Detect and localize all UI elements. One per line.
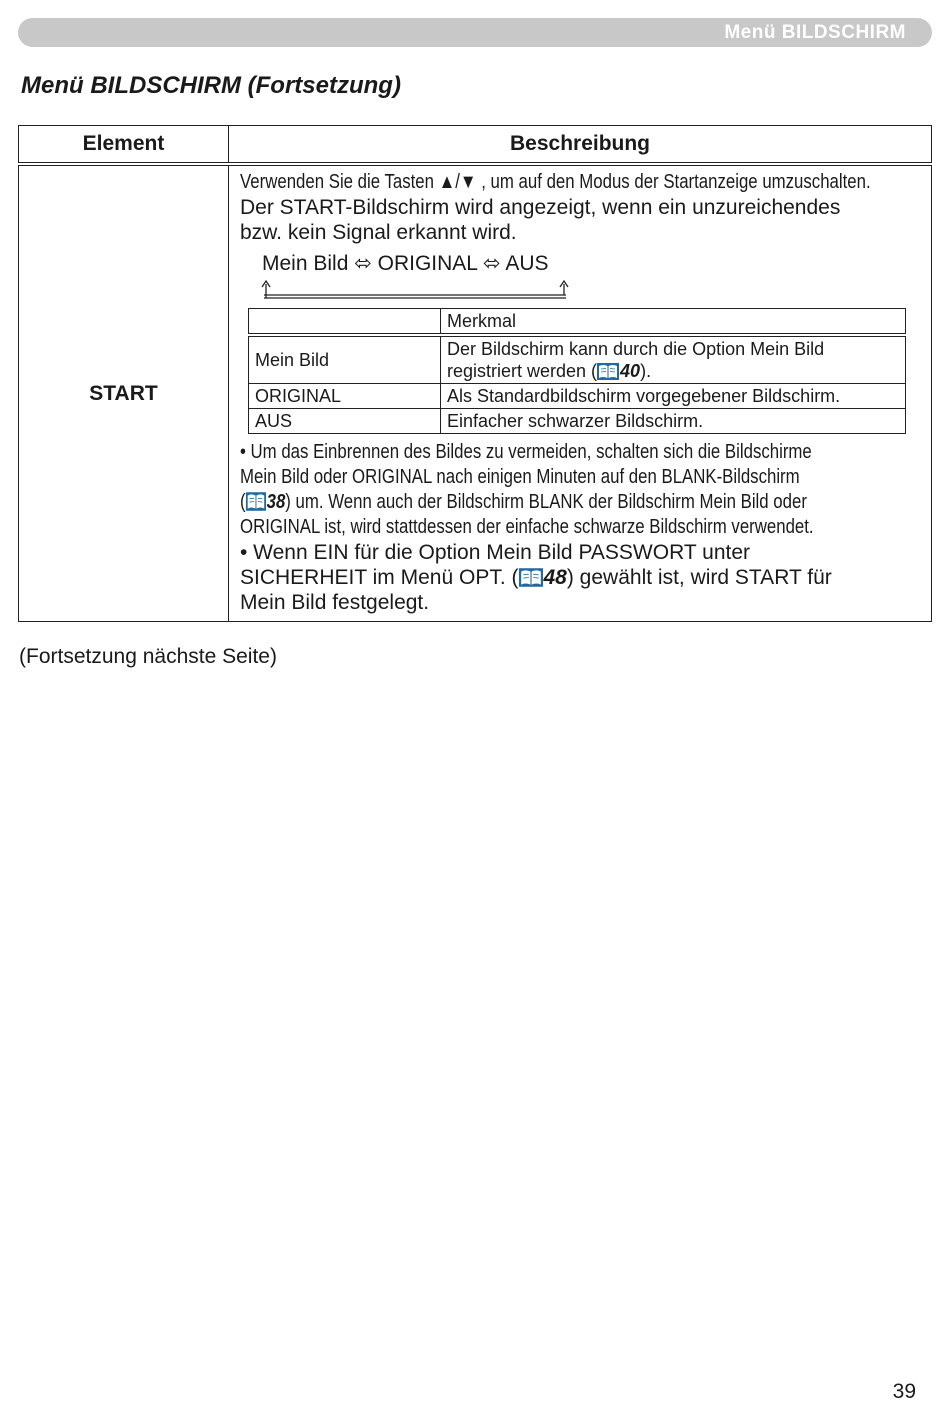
mode-table xyxy=(248,308,906,434)
mode-table-header-feature: Merkmal xyxy=(441,309,906,336)
mode-description xyxy=(441,335,906,384)
table-row xyxy=(19,164,932,622)
header-bar xyxy=(18,18,932,47)
note-line xyxy=(240,565,921,590)
note-text: ) um. Wenn auch der Bildschirm BLANK der Bildschirm Mein Bild oder xyxy=(285,491,807,513)
mode-description: Einfacher schwarzer Bildschirm. xyxy=(441,409,906,434)
note-line: Mein Bild festgelegt. xyxy=(240,591,430,614)
cycle-return-arrow-icon xyxy=(260,278,570,300)
note-text: ) gewählt ist, wird START für xyxy=(566,566,832,589)
element-name: START xyxy=(19,164,229,622)
mode-row xyxy=(249,335,906,384)
mode-name: AUS xyxy=(249,409,441,434)
mode-description-line: Der Bildschirm kann durch die Option Mein Bild xyxy=(447,339,825,359)
mode-table-header-empty xyxy=(249,309,441,336)
book-icon xyxy=(246,492,266,511)
mode-description: Als Standardbildschirm vorgegebener Bildschirm. xyxy=(441,384,906,409)
note-line: ORIGINAL ist, wird stattdessen der einfache schwarze Bildschirm verwendet. xyxy=(240,516,814,538)
mode-name: Mein Bild xyxy=(249,335,441,384)
page-title: Menü BILDSCHIRM (Fortsetzung) xyxy=(21,72,401,99)
description-line: Der START-Bildschirm wird angezeigt, wenn ein unzureichendes xyxy=(240,196,841,219)
continuation-note: (Fortsetzung nächste Seite) xyxy=(19,645,277,668)
mode-row xyxy=(249,384,906,409)
column-header-element: Element xyxy=(19,126,229,165)
note-line: • Wenn EIN für die Option Mein Bild PASSWORT unter xyxy=(240,541,751,564)
note-text: SICHERHEIT im Menü OPT. ( xyxy=(240,566,519,589)
mode-description-line: ). xyxy=(640,361,652,381)
header-label: Menü BILDSCHIRM xyxy=(724,22,906,43)
page-reference: 40 xyxy=(620,361,641,381)
settings-table xyxy=(18,125,932,622)
column-header-description: Beschreibung xyxy=(229,126,932,165)
note-line xyxy=(240,490,904,515)
page-reference: 48 xyxy=(543,566,567,589)
mode-cycle: Mein Bild ⬄ ORIGINAL ⬄ AUS xyxy=(262,252,549,275)
note-text: ( xyxy=(240,491,246,513)
instruction-line: Verwenden Sie die Tasten ▲/▼ , um auf den Modus der Startanzeige umzuschalten. xyxy=(240,171,871,193)
book-icon xyxy=(597,363,619,380)
page-reference: 38 xyxy=(266,491,286,513)
description-line: bzw. kein Signal erkannt wird. xyxy=(240,221,517,244)
description-cell xyxy=(229,164,932,622)
book-icon xyxy=(519,568,543,587)
mode-description-line: registriert werden ( xyxy=(447,361,598,381)
page-number: 39 xyxy=(892,1380,916,1403)
note-line: Mein Bild oder ORIGINAL nach einigen Minuten auf den BLANK-Bildschirm xyxy=(240,466,800,488)
note-line: • Um das Einbrennen des Bildes zu vermeiden, schalten sich die Bildschirme xyxy=(240,441,812,463)
mode-name: ORIGINAL xyxy=(249,384,441,409)
mode-row xyxy=(249,409,906,434)
